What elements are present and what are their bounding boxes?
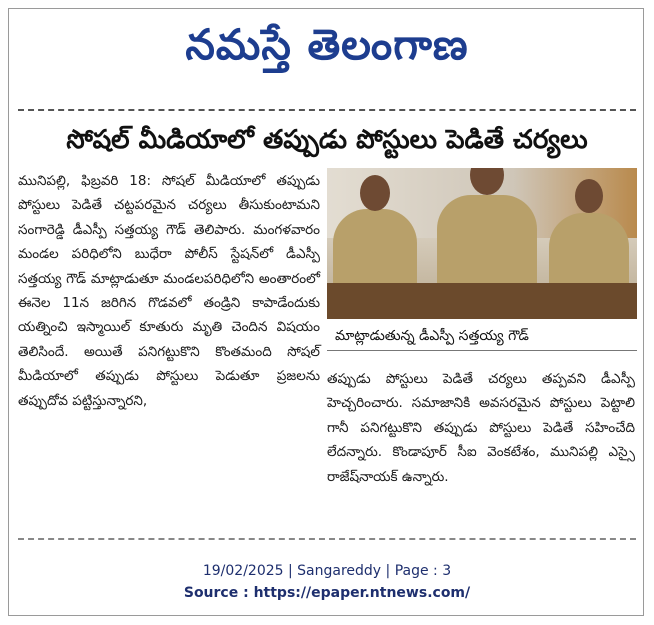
article-left-column [18, 169, 320, 413]
footer-source-link[interactable]: Source : https://epaper.ntnews.com/ [183, 585, 471, 601]
photo-caption: మాట్లాడుతున్న డీఎస్పీ సత్తయ్య గౌడ్ [327, 321, 637, 351]
article-left-text: మునిపల్లి, ఫిబ్రవరి 18: సోషల్ మీడియాలో తప్పుడు పోస్టులు పెడితే చట్టపరమైన చర్యలు తీసుకుంటామని సంగారెడ్డి డీఎస్పీ సత్తయ్య గౌడ్ తెలిపారు. మంగళవారం మండల పరిధిలోని బుధేరా పోలీస్ స్టేషన్‌లో డీఎస్పీ సత్తయ్య గౌడ్ మాట్లాడుతూ మండలపరిధిలోని అంతారంలో ఈనెల 11న జరిగిన గొడవలో తండ్రిని కాపాడేందుకు యత్నించి ఇస్మాయిల్ కూతురు మృతి చెందిన విషయం తెలిసిందే. అయితే పనిగట్టుకొని కొంతమంది సోషల్ మీడియాలో తప్పుడు పోస్టులు పెడుతూ ప్రజలను తప్పుదోవ పట్టిస్తున్నారని, [18, 173, 320, 409]
article-photo [327, 168, 637, 319]
article-right-text: తప్పుడు పోస్టులు పెడితే చర్యలు తప్పవని డీఎస్పీ హెచ్చరించారు. సమాజానికి అవసరమైన పోస్టులు పెట్టాలి గానీ పనిగట్టుకొని తప్పుడు పోస్టులు పెడితే సహించేది లేదన్నారు. కొండాపూర్ సీఐ వెంకటేశం, మునిపల్లి ఎస్సై రాజేష్‌నాయక్ ఉన్నారు. [327, 371, 635, 485]
article-headline: సోషల్ మీడియాలో తప్పుడు పోస్టులు పెడితే చర్యలు [66, 125, 588, 155]
newspaper-masthead: నమస్తే తెలంగాణ [185, 20, 469, 69]
photo-table [327, 283, 637, 319]
page-footer [0, 560, 654, 604]
article-right-column [327, 367, 635, 489]
masthead-divider [18, 109, 636, 111]
footer-dateline: 19/02/2025 | Sangareddy | Page : 3 [202, 563, 452, 579]
footer-divider [18, 538, 636, 540]
